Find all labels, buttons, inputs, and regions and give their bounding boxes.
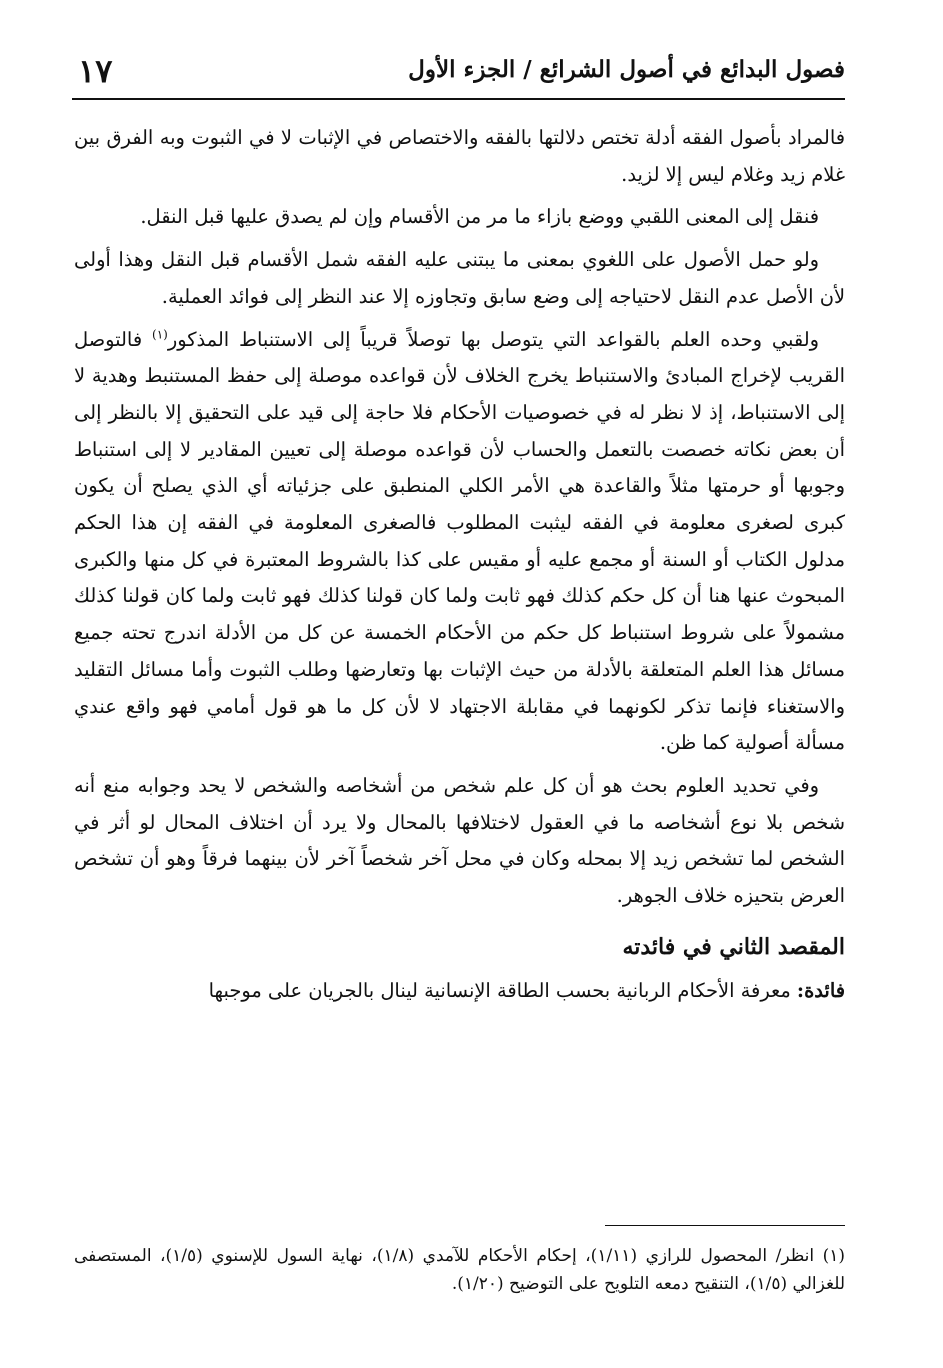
paragraph-3: ولو حمل الأصول على اللغوي بمعنى ما يبتنى عليه الفقه شمل الأقسام قبل النقل وهذا أولى لأن الأصل عدم النقل لاحتياجه إلى وضع سابق وتجاوزه إلا عند النظر إلى فوائد العملية. <box>74 248 845 308</box>
paragraph-6-text: معرفة الأحكام الربانية بحسب الطاقة الإنسانية لينال بالجريان على موجبها <box>208 979 797 1003</box>
footnote-separator <box>605 1225 845 1226</box>
footnote: (١) انظر/ المحصول للرازي (١/١١)، إحكام الأحكام للآمدي (١/٨)، نهاية السول للإسنوي (١/٥)، المستصفى للغزالي (١/٥)، التنقيح دمعه التلويح على التوضيح (١/٢٠). <box>74 1246 846 1294</box>
header-rule <box>72 98 845 100</box>
page-number: ١٧ <box>78 52 113 90</box>
main-text <box>74 120 845 1010</box>
paragraph-6 <box>74 973 845 1010</box>
paragraph-6-lead: فائدة: <box>796 979 845 1003</box>
running-title: فصول البدائع في أصول الشرائع / الجزء الأول <box>408 56 845 83</box>
paragraph-4-start: ولقبي وحده العلم بالقواعد التي يتوصل بها توصلاً قريباً إلى الاستنباط المذكور <box>167 327 819 351</box>
section-heading: المقصد الثاني في فائدته <box>622 933 845 960</box>
footnote-reference: (١) <box>152 327 168 342</box>
paragraph-1: فالمراد بأصول الفقه أدلة تختص دلالتها بالفقه والاختصاص في الإثبات لا في الثبوت وبه الفرق بين غلام زيد وغلام ليس إلا لزيد. <box>74 126 845 186</box>
paragraph-5: وفي تحديد العلوم بحث هو أن كل علم شخص من أشخاصه والشخص لا يحد وجوابه منع أنه شخص بلا نوع أشخاصه ما في العقول لاختلافها بالمحال ولا يرد أن اختلاف المحال لو أثر في الشخص لما تشخص زيد إلا بمحله وكان في محل آخر شخصاً آخر لأن بينهما فرقاً وهو أن تشخص العرض بتحيزه خلاف الجوهر. <box>74 773 845 908</box>
paragraph-4-rest: فالتوصل القريب لإخراج المبادئ والاستنباط يخرج الخلاف لأن قواعده موصلة إلى حفظ المستنبط وهدية لا إلى الاستنباط، إذ لا نظر له في خصوصيات الأحكام فلا حاجة إلى قيد على التحقيق إلا بالنظر إلى أن بعض نكاته خصصت بالتعمل والحساب لأن قواعده موصلة إلى تعيين المقادير لا إلى استنباط وجوبها أو حرمتها مثلاً والقاعدة هي الأمر الكلي المنطبق على جزئياته أي الذي يصلح أن يكون كبرى لصغرى معلومة في الفقه ليثبت المطلوب فالصغرى المعلومة في الفقه إن هذا الحكم مدلول الكتاب أو السنة أو مجمع عليه أو مقيس على كذا بالشروط المعتبرة في كل منها والكبرى المبحوث عنها هنا أن كل حكم كذلك فهو ثابت ولما كان قولنا كذلك فهو ثابت ولما كان قولنا كذلك مشمولاً على شروط استنباط كل حكم من الأحكام الخمسة عن كل من الأدلة اندرج تحته جميع مسائل هذا العلم المتعلقة بالأدلة من حيث الإثبات بها وتعارضها وطلب الثبوت وأما مسائل التقليد والاستغناء فإنما تذكر لكونهما في مقابلة الاجتهاد لا لأن كل ما هو قول أمامي فهو واقع عندي مسألة أصولية كما ظن. <box>74 327 845 755</box>
page-header <box>72 50 845 100</box>
paragraph-4 <box>74 322 845 762</box>
paragraph-2: فنقل إلى المعنى اللقبي ووضع بازاء ما مر من الأقسام وإن لم يصدق عليها قبل النقل. <box>140 205 819 229</box>
